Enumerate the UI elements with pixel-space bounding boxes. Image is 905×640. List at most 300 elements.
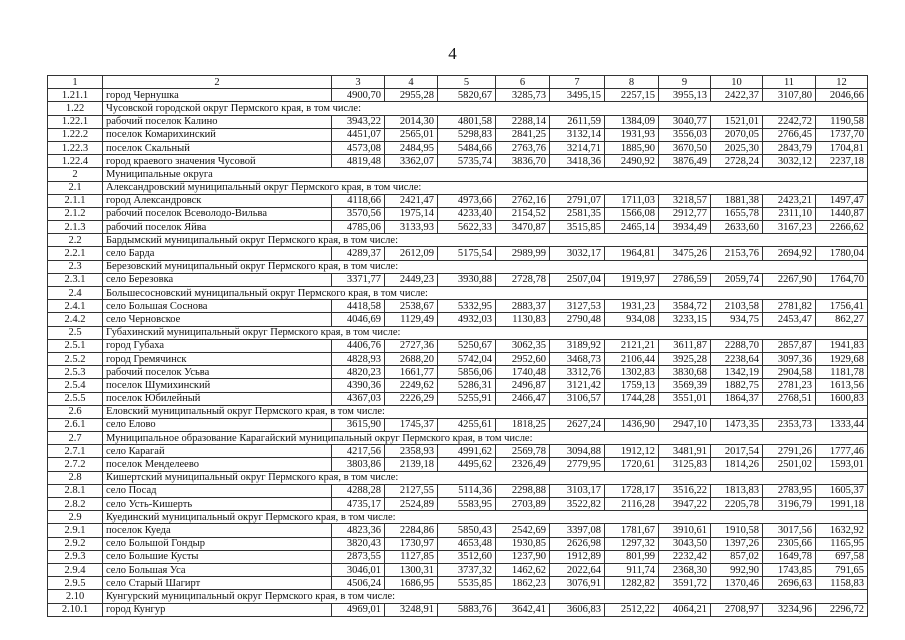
value-cell: 2296,72 bbox=[816, 603, 868, 616]
value-cell: 2955,28 bbox=[385, 89, 438, 102]
value-cell: 2421,47 bbox=[385, 194, 438, 207]
value-cell: 4367,03 bbox=[332, 392, 385, 405]
header-cell: 6 bbox=[496, 76, 550, 89]
value-cell: 2257,15 bbox=[605, 89, 659, 102]
value-cell: 2422,37 bbox=[711, 89, 763, 102]
value-cell: 1600,83 bbox=[816, 392, 868, 405]
value-cell: 2883,37 bbox=[496, 300, 550, 313]
value-cell: 2423,21 bbox=[763, 194, 816, 207]
table-row bbox=[48, 313, 868, 326]
table-row bbox=[48, 352, 868, 365]
value-cell: 2626,98 bbox=[550, 537, 605, 550]
value-cell: 3495,15 bbox=[550, 89, 605, 102]
value-cell: 3606,83 bbox=[550, 603, 605, 616]
value-cell: 3591,72 bbox=[659, 577, 711, 590]
settlement-name: поселок Комарихинский bbox=[103, 128, 332, 141]
value-cell: 4406,76 bbox=[332, 339, 385, 352]
value-cell: 2266,62 bbox=[816, 221, 868, 234]
value-cell: 3836,70 bbox=[496, 155, 550, 168]
value-cell: 2484,95 bbox=[385, 141, 438, 154]
header-cell: 3 bbox=[332, 76, 385, 89]
value-cell: 2106,44 bbox=[605, 352, 659, 365]
value-cell: 3820,43 bbox=[332, 537, 385, 550]
value-cell: 1384,09 bbox=[605, 115, 659, 128]
value-cell: 2779,95 bbox=[550, 458, 605, 471]
table-row bbox=[48, 339, 868, 352]
row-code: 2.3.1 bbox=[48, 273, 103, 286]
value-cell: 2139,18 bbox=[385, 458, 438, 471]
value-cell: 4064,21 bbox=[659, 603, 711, 616]
table-row bbox=[48, 379, 868, 392]
row-code: 2.9.3 bbox=[48, 550, 103, 563]
row-code: 2.4.1 bbox=[48, 300, 103, 313]
settlement-name: город Гремячинск bbox=[103, 352, 332, 365]
value-cell: 3017,56 bbox=[763, 524, 816, 537]
value-cell: 3556,03 bbox=[659, 128, 711, 141]
settlement-name: поселок Юбилейный bbox=[103, 392, 332, 405]
row-code: 1.22.4 bbox=[48, 155, 103, 168]
value-cell: 4495,62 bbox=[438, 458, 496, 471]
value-cell: 3947,22 bbox=[659, 498, 711, 511]
group-row bbox=[48, 326, 868, 339]
value-cell: 3830,68 bbox=[659, 366, 711, 379]
value-cell: 1613,56 bbox=[816, 379, 868, 392]
settlement-name: село Большой Гондыр bbox=[103, 537, 332, 550]
value-cell: 3569,39 bbox=[659, 379, 711, 392]
value-cell: 3397,08 bbox=[550, 524, 605, 537]
value-cell: 3515,85 bbox=[550, 221, 605, 234]
value-cell: 1397,26 bbox=[711, 537, 763, 550]
value-cell: 1129,49 bbox=[385, 313, 438, 326]
value-cell: 5856,06 bbox=[438, 366, 496, 379]
value-cell: 2116,28 bbox=[605, 498, 659, 511]
value-cell: 3046,01 bbox=[332, 563, 385, 576]
value-cell: 2358,93 bbox=[385, 445, 438, 458]
value-cell: 2781,23 bbox=[763, 379, 816, 392]
value-cell: 4819,48 bbox=[332, 155, 385, 168]
value-cell: 2633,60 bbox=[711, 221, 763, 234]
value-cell: 2267,90 bbox=[763, 273, 816, 286]
row-code: 2.5 bbox=[48, 326, 103, 339]
row-code: 1.21.1 bbox=[48, 89, 103, 102]
value-cell: 3233,15 bbox=[659, 313, 711, 326]
value-cell: 3551,01 bbox=[659, 392, 711, 405]
value-cell: 4046,69 bbox=[332, 313, 385, 326]
value-cell: 4735,17 bbox=[332, 498, 385, 511]
row-code: 2.6.1 bbox=[48, 418, 103, 431]
value-cell: 2449,23 bbox=[385, 273, 438, 286]
value-cell: 1686,95 bbox=[385, 577, 438, 590]
value-cell: 2912,77 bbox=[659, 207, 711, 220]
value-cell: 2611,59 bbox=[550, 115, 605, 128]
table-row bbox=[48, 115, 868, 128]
value-cell: 2989,99 bbox=[496, 247, 550, 260]
value-cell: 1964,81 bbox=[605, 247, 659, 260]
value-cell: 4573,08 bbox=[332, 141, 385, 154]
value-cell: 5742,04 bbox=[438, 352, 496, 365]
value-cell: 4289,37 bbox=[332, 247, 385, 260]
table-row bbox=[48, 155, 868, 168]
value-cell: 1605,37 bbox=[816, 484, 868, 497]
value-cell: 3189,92 bbox=[550, 339, 605, 352]
header-cell: 2 bbox=[103, 76, 332, 89]
value-cell: 3106,57 bbox=[550, 392, 605, 405]
value-cell: 3516,22 bbox=[659, 484, 711, 497]
value-cell: 2947,10 bbox=[659, 418, 711, 431]
value-cell: 2569,78 bbox=[496, 445, 550, 458]
value-cell: 857,02 bbox=[711, 550, 763, 563]
settlement-name: город Губаха bbox=[103, 339, 332, 352]
settlement-name: город Александровск bbox=[103, 194, 332, 207]
value-cell: 934,08 bbox=[605, 313, 659, 326]
value-cell: 2288,70 bbox=[711, 339, 763, 352]
row-code: 2.1.3 bbox=[48, 221, 103, 234]
table-row bbox=[48, 484, 868, 497]
value-cell: 3934,49 bbox=[659, 221, 711, 234]
settlement-name: село Большая Соснова bbox=[103, 300, 332, 313]
value-cell: 1728,17 bbox=[605, 484, 659, 497]
value-cell: 2786,59 bbox=[659, 273, 711, 286]
group-row bbox=[48, 287, 868, 300]
value-cell: 3218,57 bbox=[659, 194, 711, 207]
value-cell: 1297,32 bbox=[605, 537, 659, 550]
group-row bbox=[48, 102, 868, 115]
value-cell: 2791,07 bbox=[550, 194, 605, 207]
value-cell: 3362,07 bbox=[385, 155, 438, 168]
value-cell: 3910,61 bbox=[659, 524, 711, 537]
value-cell: 3285,73 bbox=[496, 89, 550, 102]
value-cell: 1910,58 bbox=[711, 524, 763, 537]
value-cell: 2237,18 bbox=[816, 155, 868, 168]
value-cell: 2226,29 bbox=[385, 392, 438, 405]
value-cell: 1655,78 bbox=[711, 207, 763, 220]
value-cell: 4653,48 bbox=[438, 537, 496, 550]
row-code: 2.1.2 bbox=[48, 207, 103, 220]
value-cell: 801,99 bbox=[605, 550, 659, 563]
group-title: Куединский муниципальный округ Пермского края, в том числе: bbox=[103, 511, 868, 524]
value-cell: 2841,25 bbox=[496, 128, 550, 141]
value-cell: 2703,89 bbox=[496, 498, 550, 511]
value-cell: 1165,95 bbox=[816, 537, 868, 550]
value-cell: 3584,72 bbox=[659, 300, 711, 313]
row-code: 2.5.5 bbox=[48, 392, 103, 405]
value-cell: 1302,83 bbox=[605, 366, 659, 379]
value-cell: 2242,72 bbox=[763, 115, 816, 128]
value-cell: 3642,41 bbox=[496, 603, 550, 616]
value-cell: 2025,30 bbox=[711, 141, 763, 154]
value-cell: 1497,47 bbox=[816, 194, 868, 207]
row-code: 2.5.3 bbox=[48, 366, 103, 379]
value-cell: 4823,36 bbox=[332, 524, 385, 537]
value-cell: 1127,85 bbox=[385, 550, 438, 563]
table-row bbox=[48, 550, 868, 563]
value-cell: 1885,90 bbox=[605, 141, 659, 154]
header-cell: 5 bbox=[438, 76, 496, 89]
value-cell: 1777,46 bbox=[816, 445, 868, 458]
value-cell: 1756,41 bbox=[816, 300, 868, 313]
settlement-name: поселок Куеда bbox=[103, 524, 332, 537]
value-cell: 2490,92 bbox=[605, 155, 659, 168]
value-cell: 2059,74 bbox=[711, 273, 763, 286]
value-cell: 992,90 bbox=[711, 563, 763, 576]
value-cell: 3032,12 bbox=[763, 155, 816, 168]
value-cell: 2284,86 bbox=[385, 524, 438, 537]
settlement-name: село Карагай bbox=[103, 445, 332, 458]
settlement-name: поселок Шумихинский bbox=[103, 379, 332, 392]
header-cell: 10 bbox=[711, 76, 763, 89]
value-cell: 2311,10 bbox=[763, 207, 816, 220]
header-cell: 9 bbox=[659, 76, 711, 89]
value-cell: 3121,42 bbox=[550, 379, 605, 392]
group-title: Бардымский муниципальный округ Пермского края, в том числе: bbox=[103, 234, 868, 247]
row-code: 2.2.1 bbox=[48, 247, 103, 260]
value-cell: 3737,32 bbox=[438, 563, 496, 576]
value-cell: 2121,21 bbox=[605, 339, 659, 352]
row-code: 2.1 bbox=[48, 181, 103, 194]
settlement-name: город Чернушка bbox=[103, 89, 332, 102]
value-cell: 3040,77 bbox=[659, 115, 711, 128]
row-code: 2.10.1 bbox=[48, 603, 103, 616]
value-cell: 4828,93 bbox=[332, 352, 385, 365]
page-number: 4 bbox=[448, 44, 457, 63]
value-cell: 3876,49 bbox=[659, 155, 711, 168]
header-cell: 7 bbox=[550, 76, 605, 89]
row-code: 2.2 bbox=[48, 234, 103, 247]
table-row bbox=[48, 577, 868, 590]
value-cell: 1975,14 bbox=[385, 207, 438, 220]
group-title: Кишертский муниципальный округ Пермского края, в том числе: bbox=[103, 471, 868, 484]
group-row bbox=[48, 432, 868, 445]
value-cell: 1473,35 bbox=[711, 418, 763, 431]
value-cell: 5583,95 bbox=[438, 498, 496, 511]
tariff-table bbox=[47, 75, 868, 617]
group-row bbox=[48, 260, 868, 273]
value-cell: 2507,04 bbox=[550, 273, 605, 286]
table-row bbox=[48, 273, 868, 286]
value-cell: 1745,37 bbox=[385, 418, 438, 431]
table-row bbox=[48, 524, 868, 537]
value-cell: 2565,01 bbox=[385, 128, 438, 141]
header-row bbox=[48, 76, 868, 89]
row-code: 1.22.2 bbox=[48, 128, 103, 141]
value-cell: 4932,03 bbox=[438, 313, 496, 326]
row-code: 2.9 bbox=[48, 511, 103, 524]
value-cell: 1864,37 bbox=[711, 392, 763, 405]
group-row bbox=[48, 168, 868, 181]
settlement-name: рабочий поселок Усьва bbox=[103, 366, 332, 379]
header-cell: 12 bbox=[816, 76, 868, 89]
group-title: Александровский муниципальный округ Пермского края, в том числе: bbox=[103, 181, 868, 194]
row-code: 2.4 bbox=[48, 287, 103, 300]
value-cell: 3167,23 bbox=[763, 221, 816, 234]
value-cell: 2465,14 bbox=[605, 221, 659, 234]
table-row bbox=[48, 445, 868, 458]
value-cell: 1566,08 bbox=[605, 207, 659, 220]
table-row bbox=[48, 207, 868, 220]
value-cell: 1929,68 bbox=[816, 352, 868, 365]
row-code: 2.5.4 bbox=[48, 379, 103, 392]
group-title: Кунгурский муниципальный округ Пермского края, в том числе: bbox=[103, 590, 868, 603]
value-cell: 2843,79 bbox=[763, 141, 816, 154]
value-cell: 2873,55 bbox=[332, 550, 385, 563]
value-cell: 4390,36 bbox=[332, 379, 385, 392]
group-row bbox=[48, 471, 868, 484]
table-body bbox=[48, 76, 868, 617]
value-cell: 5255,91 bbox=[438, 392, 496, 405]
value-cell: 4118,66 bbox=[332, 194, 385, 207]
value-cell: 1743,85 bbox=[763, 563, 816, 576]
value-cell: 3943,22 bbox=[332, 115, 385, 128]
value-cell: 1370,46 bbox=[711, 577, 763, 590]
value-cell: 5535,85 bbox=[438, 577, 496, 590]
row-code: 2.6 bbox=[48, 405, 103, 418]
value-cell: 1158,83 bbox=[816, 577, 868, 590]
value-cell: 1333,44 bbox=[816, 418, 868, 431]
table-row bbox=[48, 89, 868, 102]
group-title: Муниципальные округа bbox=[103, 168, 868, 181]
table-row bbox=[48, 458, 868, 471]
value-cell: 1764,70 bbox=[816, 273, 868, 286]
value-cell: 5850,43 bbox=[438, 524, 496, 537]
value-cell: 1282,82 bbox=[605, 577, 659, 590]
value-cell: 2538,67 bbox=[385, 300, 438, 313]
settlement-name: рабочий поселок Всеволодо-Вильва bbox=[103, 207, 332, 220]
value-cell: 1661,77 bbox=[385, 366, 438, 379]
value-cell: 1462,62 bbox=[496, 563, 550, 576]
row-code: 2.9.4 bbox=[48, 563, 103, 576]
row-code: 2.5.2 bbox=[48, 352, 103, 365]
settlement-name: рабочий поселок Калино bbox=[103, 115, 332, 128]
value-cell: 1737,70 bbox=[816, 128, 868, 141]
group-title: Березовский муниципальный округ Пермского края, в том числе: bbox=[103, 260, 868, 273]
header-cell: 4 bbox=[385, 76, 438, 89]
value-cell: 911,74 bbox=[605, 563, 659, 576]
value-cell: 1300,31 bbox=[385, 563, 438, 576]
value-cell: 2238,64 bbox=[711, 352, 763, 365]
value-cell: 2762,16 bbox=[496, 194, 550, 207]
table-row bbox=[48, 300, 868, 313]
value-cell: 5175,54 bbox=[438, 247, 496, 260]
group-row bbox=[48, 590, 868, 603]
value-cell: 2070,05 bbox=[711, 128, 763, 141]
value-cell: 2127,55 bbox=[385, 484, 438, 497]
settlement-name: село Усть-Кишерть bbox=[103, 498, 332, 511]
value-cell: 2783,95 bbox=[763, 484, 816, 497]
value-cell: 3468,73 bbox=[550, 352, 605, 365]
settlement-name: село Большие Кусты bbox=[103, 550, 332, 563]
value-cell: 1912,12 bbox=[605, 445, 659, 458]
value-cell: 2298,88 bbox=[496, 484, 550, 497]
value-cell: 4255,61 bbox=[438, 418, 496, 431]
group-row bbox=[48, 181, 868, 194]
value-cell: 1941,83 bbox=[816, 339, 868, 352]
value-cell: 1190,58 bbox=[816, 115, 868, 128]
value-cell: 1813,83 bbox=[711, 484, 763, 497]
value-cell: 3043,50 bbox=[659, 537, 711, 550]
value-cell: 3615,90 bbox=[332, 418, 385, 431]
value-cell: 3470,87 bbox=[496, 221, 550, 234]
header-cell: 8 bbox=[605, 76, 659, 89]
value-cell: 1931,23 bbox=[605, 300, 659, 313]
value-cell: 3248,91 bbox=[385, 603, 438, 616]
value-cell: 1720,61 bbox=[605, 458, 659, 471]
value-cell: 2453,47 bbox=[763, 313, 816, 326]
value-cell: 3107,80 bbox=[763, 89, 816, 102]
value-cell: 4451,07 bbox=[332, 128, 385, 141]
value-cell: 1818,25 bbox=[496, 418, 550, 431]
value-cell: 2612,09 bbox=[385, 247, 438, 260]
settlement-name: город Кунгур bbox=[103, 603, 332, 616]
value-cell: 4991,62 bbox=[438, 445, 496, 458]
value-cell: 2581,35 bbox=[550, 207, 605, 220]
group-title: Еловский муниципальный округ Пермского края, в том числе: bbox=[103, 405, 868, 418]
value-cell: 2708,97 bbox=[711, 603, 763, 616]
value-cell: 1632,92 bbox=[816, 524, 868, 537]
table-row bbox=[48, 221, 868, 234]
value-cell: 5735,74 bbox=[438, 155, 496, 168]
value-cell: 2368,30 bbox=[659, 563, 711, 576]
row-code: 2.8.2 bbox=[48, 498, 103, 511]
value-cell: 2046,66 bbox=[816, 89, 868, 102]
table-row bbox=[48, 537, 868, 550]
value-cell: 2496,87 bbox=[496, 379, 550, 392]
value-cell: 4288,28 bbox=[332, 484, 385, 497]
value-cell: 3670,50 bbox=[659, 141, 711, 154]
value-cell: 3133,93 bbox=[385, 221, 438, 234]
value-cell: 1781,67 bbox=[605, 524, 659, 537]
table-row bbox=[48, 603, 868, 616]
table-row bbox=[48, 498, 868, 511]
group-row bbox=[48, 234, 868, 247]
value-cell: 1521,01 bbox=[711, 115, 763, 128]
value-cell: 4969,01 bbox=[332, 603, 385, 616]
value-cell: 2353,73 bbox=[763, 418, 816, 431]
value-cell: 1814,26 bbox=[711, 458, 763, 471]
value-cell: 2014,30 bbox=[385, 115, 438, 128]
value-cell: 1436,90 bbox=[605, 418, 659, 431]
value-cell: 2017,54 bbox=[711, 445, 763, 458]
value-cell: 2326,49 bbox=[496, 458, 550, 471]
settlement-name: село Большая Уса bbox=[103, 563, 332, 576]
value-cell: 2763,76 bbox=[496, 141, 550, 154]
group-row bbox=[48, 511, 868, 524]
group-row bbox=[48, 405, 868, 418]
value-cell: 3125,83 bbox=[659, 458, 711, 471]
value-cell: 5622,33 bbox=[438, 221, 496, 234]
row-code: 2.7 bbox=[48, 432, 103, 445]
value-cell: 1759,13 bbox=[605, 379, 659, 392]
row-code: 2.8 bbox=[48, 471, 103, 484]
table-row bbox=[48, 141, 868, 154]
value-cell: 934,75 bbox=[711, 313, 763, 326]
value-cell: 2103,58 bbox=[711, 300, 763, 313]
value-cell: 5820,67 bbox=[438, 89, 496, 102]
settlement-name: рабочий поселок Яйва bbox=[103, 221, 332, 234]
value-cell: 1881,38 bbox=[711, 194, 763, 207]
table-row bbox=[48, 563, 868, 576]
value-cell: 3481,91 bbox=[659, 445, 711, 458]
row-code: 2.8.1 bbox=[48, 484, 103, 497]
value-cell: 4973,66 bbox=[438, 194, 496, 207]
value-cell: 3475,26 bbox=[659, 247, 711, 260]
table-row bbox=[48, 366, 868, 379]
value-cell: 2781,82 bbox=[763, 300, 816, 313]
value-cell: 1744,28 bbox=[605, 392, 659, 405]
value-cell: 2305,66 bbox=[763, 537, 816, 550]
value-cell: 791,65 bbox=[816, 563, 868, 576]
row-code: 2.3 bbox=[48, 260, 103, 273]
value-cell: 3512,60 bbox=[438, 550, 496, 563]
